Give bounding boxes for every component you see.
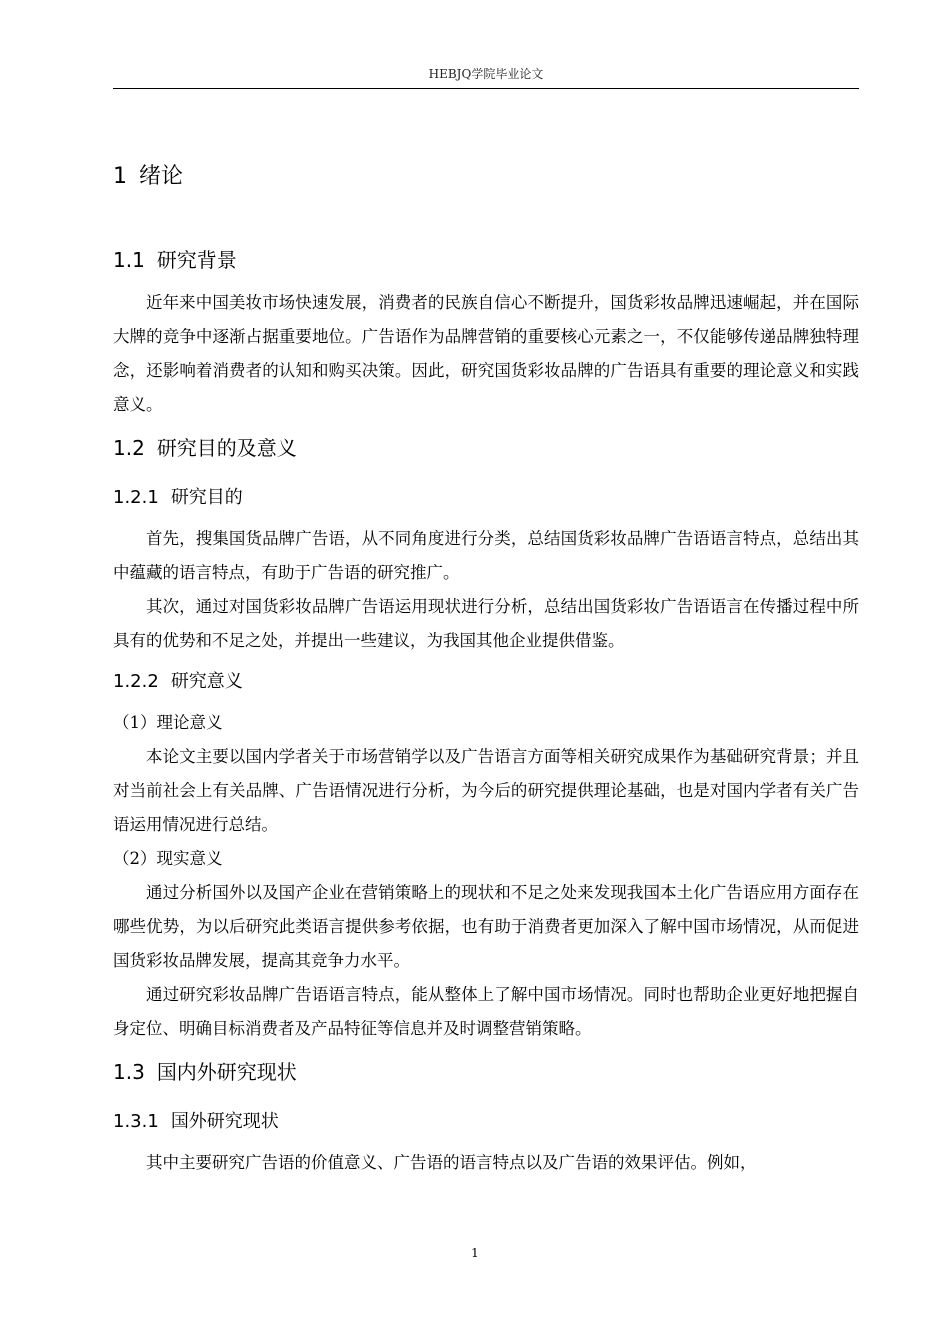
subsection-title: 研究目的 bbox=[170, 487, 243, 508]
section-title: 国内外研究现状 bbox=[156, 1060, 297, 1084]
paragraph-background: 近年来中国美妆市场快速发展，消费者的民族自信心不断提升，国货彩妆品牌迅速崛起，并在国际大牌的竞争中逐渐占据重要地位。广告语作为品牌营销的重要核心元素之一，不仅能够传递品牌独特理念，还影响着消费者的认知和购买决策。因此，研究国货彩妆品牌的广告语具有重要的理论意义和实践意义。 bbox=[113, 293, 859, 414]
label-practical: （2）现实意义 bbox=[113, 849, 223, 868]
paragraph-purpose-1: 首先，搜集国货品牌广告语，从不同角度进行分类，总结国货彩妆品牌广告语语言特点，总结出其中蕴藏的语言特点，有助于广告语的研究推广。 bbox=[113, 529, 859, 582]
chapter-number: 1 bbox=[113, 164, 127, 189]
subsection-heading-1-2-2 bbox=[113, 658, 859, 706]
subsection-title: 国外研究现状 bbox=[170, 1111, 279, 1132]
subsection-heading-1-2-1 bbox=[113, 474, 859, 522]
page-header bbox=[113, 62, 859, 89]
header-title: HEBJQ学院毕业论文 bbox=[428, 67, 544, 81]
section-title: 研究背景 bbox=[156, 248, 237, 272]
section-number: 1.1 bbox=[113, 248, 145, 272]
section-heading-1-1 bbox=[113, 234, 859, 286]
section-heading-1-2 bbox=[113, 422, 859, 474]
section-heading-1-3 bbox=[113, 1046, 859, 1098]
paragraph-purpose-2: 其次，通过对国货彩妆品牌广告语运用现状进行分析，总结出国货彩妆广告语语言在传播过程中所具有的优势和不足之处，并提出一些建议，为我国其他企业提供借鉴。 bbox=[113, 597, 859, 650]
section-number: 1.3 bbox=[113, 1060, 145, 1084]
subsection-heading-1-3-1 bbox=[113, 1098, 859, 1146]
subsection-number: 1.2.1 bbox=[113, 487, 159, 508]
paragraph-theoretical: 本论文主要以国内学者关于市场营销学以及广告语言方面等相关研究成果作为基础研究背景；并且对当前社会上有关品牌、广告语情况进行分析，为今后的研究提供理论基础，也是对国内学者有关广告语运用情况进行总结。 bbox=[113, 747, 859, 834]
chapter-title: 绪论 bbox=[139, 164, 184, 189]
section-title: 研究目的及意义 bbox=[156, 436, 297, 460]
paragraph-practical-2: 通过研究彩妆品牌广告语语言特点，能从整体上了解中国市场情况。同时也帮助企业更好地把握自身定位、明确目标消费者及产品特征等信息并及时调整营销策略。 bbox=[113, 985, 859, 1038]
paragraph-foreign-research: 其中主要研究广告语的价值意义、广告语的语言特点以及广告语的效果评估。例如， bbox=[146, 1153, 757, 1172]
chapter-heading bbox=[113, 150, 859, 204]
paragraph-practical-1: 通过分析国外以及国产企业在营销策略上的现状和不足之处来发现我国本土化广告语应用方面存在哪些优势，为以后研究此类语言提供参考依据，也有助于消费者更加深入了解中国市场情况，从而促进国货彩妆品牌发展，提高其竞争力水平。 bbox=[113, 883, 859, 970]
subsection-number: 1.3.1 bbox=[113, 1111, 159, 1132]
page-number: 1 bbox=[471, 1246, 479, 1260]
section-number: 1.2 bbox=[113, 436, 145, 460]
label-theoretical: （1）理论意义 bbox=[113, 713, 223, 732]
subsection-title: 研究意义 bbox=[170, 671, 243, 692]
page-body bbox=[113, 150, 859, 1180]
subsection-number: 1.2.2 bbox=[113, 671, 159, 692]
